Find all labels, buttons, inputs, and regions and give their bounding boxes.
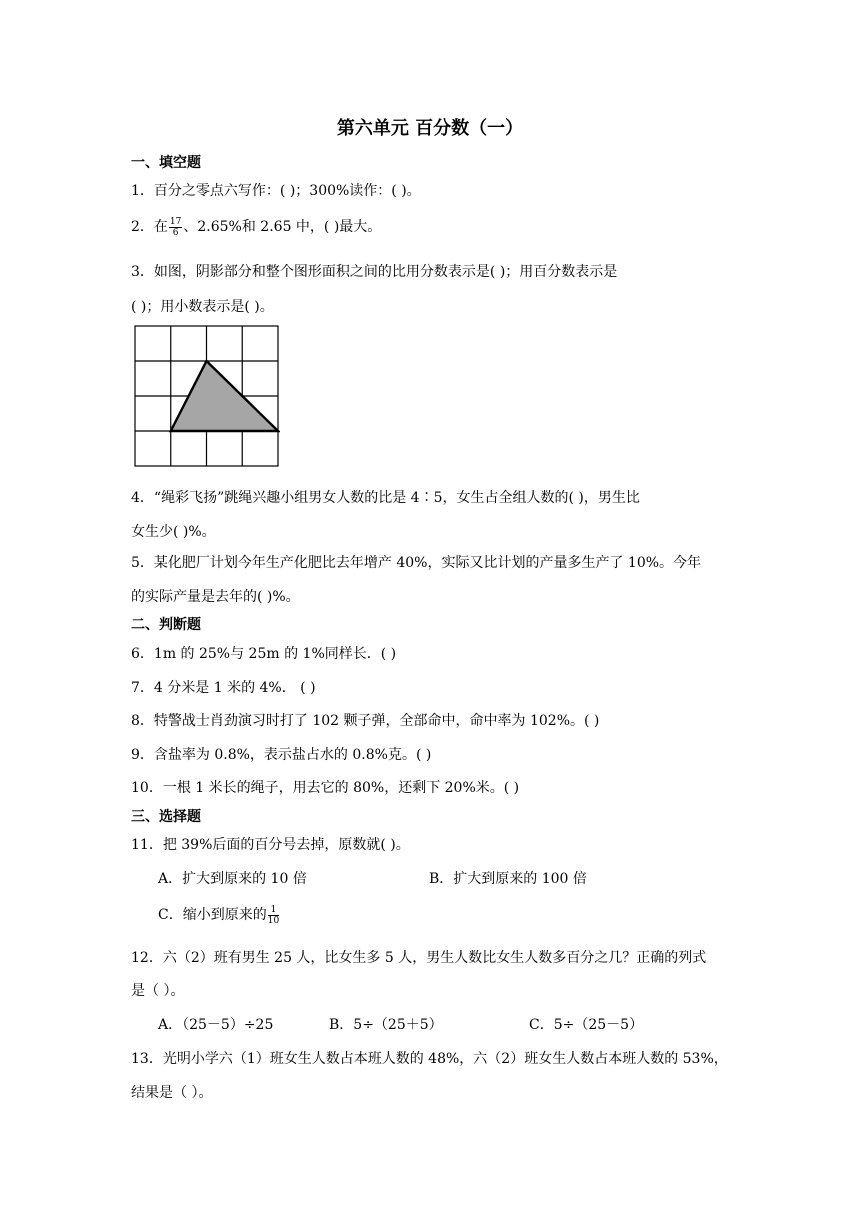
shaded-triangle-grid-figure (134, 325, 280, 469)
fraction-numerator: 1 (268, 905, 279, 916)
option-c-text: C．缩小到原来的 (158, 907, 267, 923)
question-10: 10．一根 1 米长的绳子，用去它的 80%，还剩下 20%米。( ) (131, 780, 520, 796)
section-multiple-choice: 三、选择题 (131, 809, 201, 825)
question-12-line-2: 是（ ）。 (131, 983, 185, 999)
question-9: 9．含盐率为 0.8%，表示盐占水的 0.8%克。( ) (131, 747, 432, 763)
question-8: 8．特警战士肖劲演习时打了 102 颗子弹，全部命中，命中率为 102%。( ) (131, 713, 600, 729)
fraction-numerator: 17 (169, 216, 182, 227)
question-12-line-1: 12．六（2）班有男生 25 人，比女生多 5 人，男生人数比女生人数多百分之几？正确的列式 (131, 950, 707, 966)
question-11: 11．把 39%后面的百分号去掉，原数就( )。 (131, 837, 410, 853)
question-5-line-1: 5．某化肥厂计划今年生产化肥比去年增产 40%，实际又比计划的产量多生产了 10%。今年 (131, 555, 702, 571)
question-3-line-1: 3．如图，阴影部分和整个图形面积之间的比用分数表示是( )；用百分数表示是 (131, 264, 618, 280)
question-12-option-a: A．（25－5）÷25 (158, 1017, 274, 1033)
question-2-suffix: 、2.65%和 2.65 中，( )最大。 (183, 219, 382, 235)
question-12-option-c: C．5÷（25－5） (529, 1017, 644, 1033)
question-5-line-2: 的实际产量是去年的( )%。 (131, 589, 300, 605)
question-12-option-b: B．5÷（25＋5） (329, 1017, 443, 1033)
question-7: 7．4 分米是 1 米的 4%． ( ) (131, 680, 316, 696)
question-2-fraction (169, 217, 182, 238)
question-6: 6．1m 的 25%与 25m 的 1%同样长．( ) (131, 646, 397, 662)
question-11-option-a: A．扩大到原来的 10 倍 (158, 871, 307, 887)
question-11-option-b: B．扩大到原来的 100 倍 (429, 871, 587, 887)
question-13-line-2: 结果是（ ）。 (131, 1085, 213, 1101)
question-3-line-2: ( )；用小数表示是( )。 (131, 299, 274, 315)
option-c-fraction (268, 905, 279, 926)
page-title: 第六单元 百分数（一） (336, 118, 524, 139)
section-true-false: 二、判断题 (131, 617, 201, 633)
question-11-option-c (158, 904, 280, 926)
question-4-line-1: 4．“绳彩飞扬”跳绳兴趣小组男女人数的比是 4∶5，女生占全组人数的( )，男生比 (131, 490, 640, 506)
question-1: 1．百分之零点六写作：( )；300%读作：( )。 (131, 183, 421, 199)
fraction-denominator: 6 (172, 227, 179, 238)
question-2 (131, 216, 381, 238)
question-13-line-1: 13．光明小学六（1）班女生人数占本班人数的 48%，六（2）班女生人数占本班人数的 53%， (131, 1051, 728, 1067)
fraction-denominator: 10 (267, 915, 280, 926)
question-4-line-2: 女生少( )%。 (131, 524, 216, 540)
question-2-prefix: 2．在 (131, 219, 168, 235)
section-fill-blank: 一、填空题 (131, 155, 201, 171)
